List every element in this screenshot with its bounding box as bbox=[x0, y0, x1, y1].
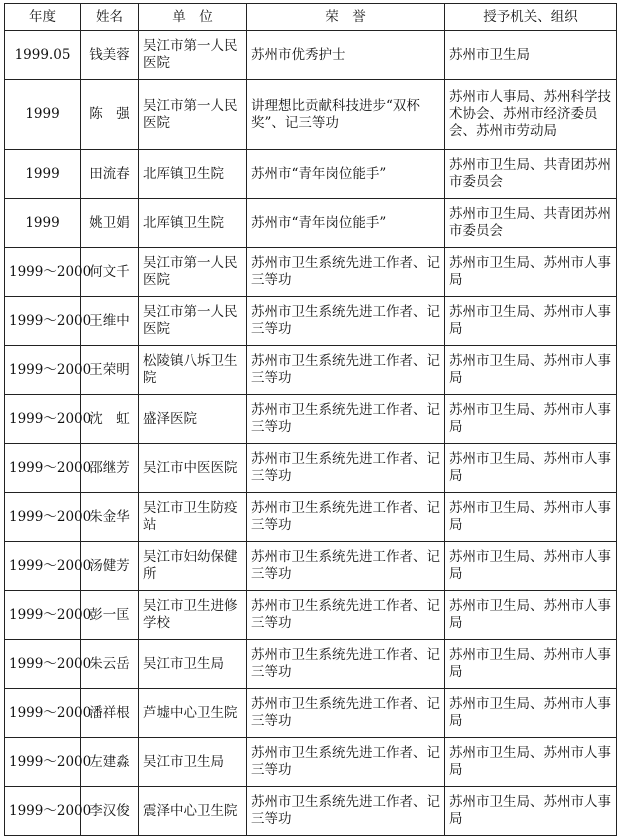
cell-year: 1999～2000 bbox=[5, 346, 81, 395]
table-row bbox=[5, 346, 617, 395]
cell-unit: 吴江市卫生防疫站 bbox=[139, 493, 247, 542]
header-granting-org: 授予机关、组织 bbox=[445, 4, 617, 31]
cell-year: 1999～2000 bbox=[5, 395, 81, 444]
cell-honor: 讲理想比贡献科技进步“双杯奖”、记三等功 bbox=[247, 80, 445, 150]
cell-year: 1999 bbox=[5, 199, 81, 248]
header-name: 姓名 bbox=[81, 4, 139, 31]
table-row bbox=[5, 787, 617, 836]
cell-year: 1999～2000 bbox=[5, 787, 81, 836]
table-row bbox=[5, 150, 617, 199]
cell-year: 1999～2000 bbox=[5, 738, 81, 787]
cell-unit: 吴江市中医医院 bbox=[139, 444, 247, 493]
cell-honor: 苏州市优秀护士 bbox=[247, 31, 445, 80]
cell-granting-org: 苏州市卫生局、苏州市人事局 bbox=[445, 444, 617, 493]
table-body bbox=[5, 31, 617, 836]
cell-honor: 苏州市卫生系统先进工作者、记三等功 bbox=[247, 591, 445, 640]
honors-table bbox=[4, 3, 617, 836]
table-row bbox=[5, 80, 617, 150]
header-honor: 荣 誉 bbox=[247, 4, 445, 31]
cell-granting-org: 苏州市卫生局、苏州市人事局 bbox=[445, 591, 617, 640]
cell-granting-org: 苏州市卫生局、苏州市人事局 bbox=[445, 346, 617, 395]
cell-granting-org: 苏州市卫生局、共青团苏州市委员会 bbox=[445, 199, 617, 248]
cell-year: 1999～2000 bbox=[5, 297, 81, 346]
cell-unit: 吴江市卫生进修学校 bbox=[139, 591, 247, 640]
cell-unit: 吴江市第一人民医院 bbox=[139, 297, 247, 346]
table-row bbox=[5, 31, 617, 80]
cell-honor: 苏州市卫生系统先进工作者、记三等功 bbox=[247, 493, 445, 542]
cell-name: 何文千 bbox=[81, 248, 139, 297]
cell-granting-org: 苏州市卫生局、苏州市人事局 bbox=[445, 640, 617, 689]
table-row bbox=[5, 542, 617, 591]
cell-year: 1999.05 bbox=[5, 31, 81, 80]
cell-honor: 苏州市卫生系统先进工作者、记三等功 bbox=[247, 738, 445, 787]
cell-unit: 吴江市第一人民医院 bbox=[139, 80, 247, 150]
cell-unit: 吴江市卫生局 bbox=[139, 640, 247, 689]
cell-granting-org: 苏州市卫生局、苏州市人事局 bbox=[445, 689, 617, 738]
cell-granting-org: 苏州市卫生局 bbox=[445, 31, 617, 80]
cell-unit: 吴江市卫生局 bbox=[139, 738, 247, 787]
cell-honor: 苏州市卫生系统先进工作者、记三等功 bbox=[247, 444, 445, 493]
cell-name: 钱美蓉 bbox=[81, 31, 139, 80]
table-row bbox=[5, 199, 617, 248]
cell-granting-org: 苏州市卫生局、共青团苏州市委员会 bbox=[445, 150, 617, 199]
cell-year: 1999～2000 bbox=[5, 248, 81, 297]
cell-honor: 苏州市卫生系统先进工作者、记三等功 bbox=[247, 689, 445, 738]
table-row bbox=[5, 297, 617, 346]
cell-name: 汤健芳 bbox=[81, 542, 139, 591]
cell-honor: 苏州市“青年岗位能手” bbox=[247, 199, 445, 248]
cell-honor: 苏州市卫生系统先进工作者、记三等功 bbox=[247, 787, 445, 836]
cell-name: 姚卫娟 bbox=[81, 199, 139, 248]
table-row bbox=[5, 591, 617, 640]
cell-honor: 苏州市卫生系统先进工作者、记三等功 bbox=[247, 542, 445, 591]
cell-granting-org: 苏州市卫生局、苏州市人事局 bbox=[445, 248, 617, 297]
cell-granting-org: 苏州市卫生局、苏州市人事局 bbox=[445, 493, 617, 542]
cell-unit: 北厍镇卫生院 bbox=[139, 150, 247, 199]
cell-year: 1999～2000 bbox=[5, 542, 81, 591]
cell-granting-org: 苏州市卫生局、苏州市人事局 bbox=[445, 542, 617, 591]
cell-unit: 吴江市妇幼保健所 bbox=[139, 542, 247, 591]
cell-unit: 松陵镇八坼卫生院 bbox=[139, 346, 247, 395]
table-row bbox=[5, 444, 617, 493]
cell-name: 邵继芳 bbox=[81, 444, 139, 493]
cell-honor: 苏州市卫生系统先进工作者、记三等功 bbox=[247, 297, 445, 346]
cell-unit: 吴江市第一人民医院 bbox=[139, 31, 247, 80]
cell-granting-org: 苏州市人事局、苏州科学技术协会、苏州市经济委员会、苏州市劳动局 bbox=[445, 80, 617, 150]
cell-honor: 苏州市卫生系统先进工作者、记三等功 bbox=[247, 346, 445, 395]
cell-name: 田流春 bbox=[81, 150, 139, 199]
cell-honor: 苏州市卫生系统先进工作者、记三等功 bbox=[247, 395, 445, 444]
table-row bbox=[5, 738, 617, 787]
cell-name: 陈 强 bbox=[81, 80, 139, 150]
table-row bbox=[5, 395, 617, 444]
cell-name: 李汉俊 bbox=[81, 787, 139, 836]
cell-honor: 苏州市“青年岗位能手” bbox=[247, 150, 445, 199]
cell-name: 左建淼 bbox=[81, 738, 139, 787]
cell-honor: 苏州市卫生系统先进工作者、记三等功 bbox=[247, 640, 445, 689]
cell-unit: 盛泽医院 bbox=[139, 395, 247, 444]
header-year: 年度 bbox=[5, 4, 81, 31]
cell-honor: 苏州市卫生系统先进工作者、记三等功 bbox=[247, 248, 445, 297]
table-row bbox=[5, 493, 617, 542]
cell-granting-org: 苏州市卫生局、苏州市人事局 bbox=[445, 738, 617, 787]
table-row bbox=[5, 689, 617, 738]
cell-unit: 芦墟中心卫生院 bbox=[139, 689, 247, 738]
cell-year: 1999～2000 bbox=[5, 493, 81, 542]
table-row bbox=[5, 640, 617, 689]
cell-name: 王荣明 bbox=[81, 346, 139, 395]
cell-granting-org: 苏州市卫生局、苏州市人事局 bbox=[445, 297, 617, 346]
cell-granting-org: 苏州市卫生局、苏州市人事局 bbox=[445, 787, 617, 836]
cell-year: 1999～2000 bbox=[5, 689, 81, 738]
cell-unit: 震泽中心卫生院 bbox=[139, 787, 247, 836]
table-header-row bbox=[5, 4, 617, 31]
cell-name: 彭一匡 bbox=[81, 591, 139, 640]
header-unit: 单 位 bbox=[139, 4, 247, 31]
cell-name: 朱金华 bbox=[81, 493, 139, 542]
cell-unit: 北厍镇卫生院 bbox=[139, 199, 247, 248]
cell-year: 1999 bbox=[5, 80, 81, 150]
cell-year: 1999 bbox=[5, 150, 81, 199]
cell-name: 潘祥根 bbox=[81, 689, 139, 738]
cell-granting-org: 苏州市卫生局、苏州市人事局 bbox=[445, 395, 617, 444]
cell-year: 1999～2000 bbox=[5, 444, 81, 493]
cell-name: 朱云岳 bbox=[81, 640, 139, 689]
table-row bbox=[5, 248, 617, 297]
cell-name: 沈 虹 bbox=[81, 395, 139, 444]
cell-year: 1999～2000 bbox=[5, 591, 81, 640]
cell-name: 王维中 bbox=[81, 297, 139, 346]
cell-unit: 吴江市第一人民医院 bbox=[139, 248, 247, 297]
cell-year: 1999～2000 bbox=[5, 640, 81, 689]
